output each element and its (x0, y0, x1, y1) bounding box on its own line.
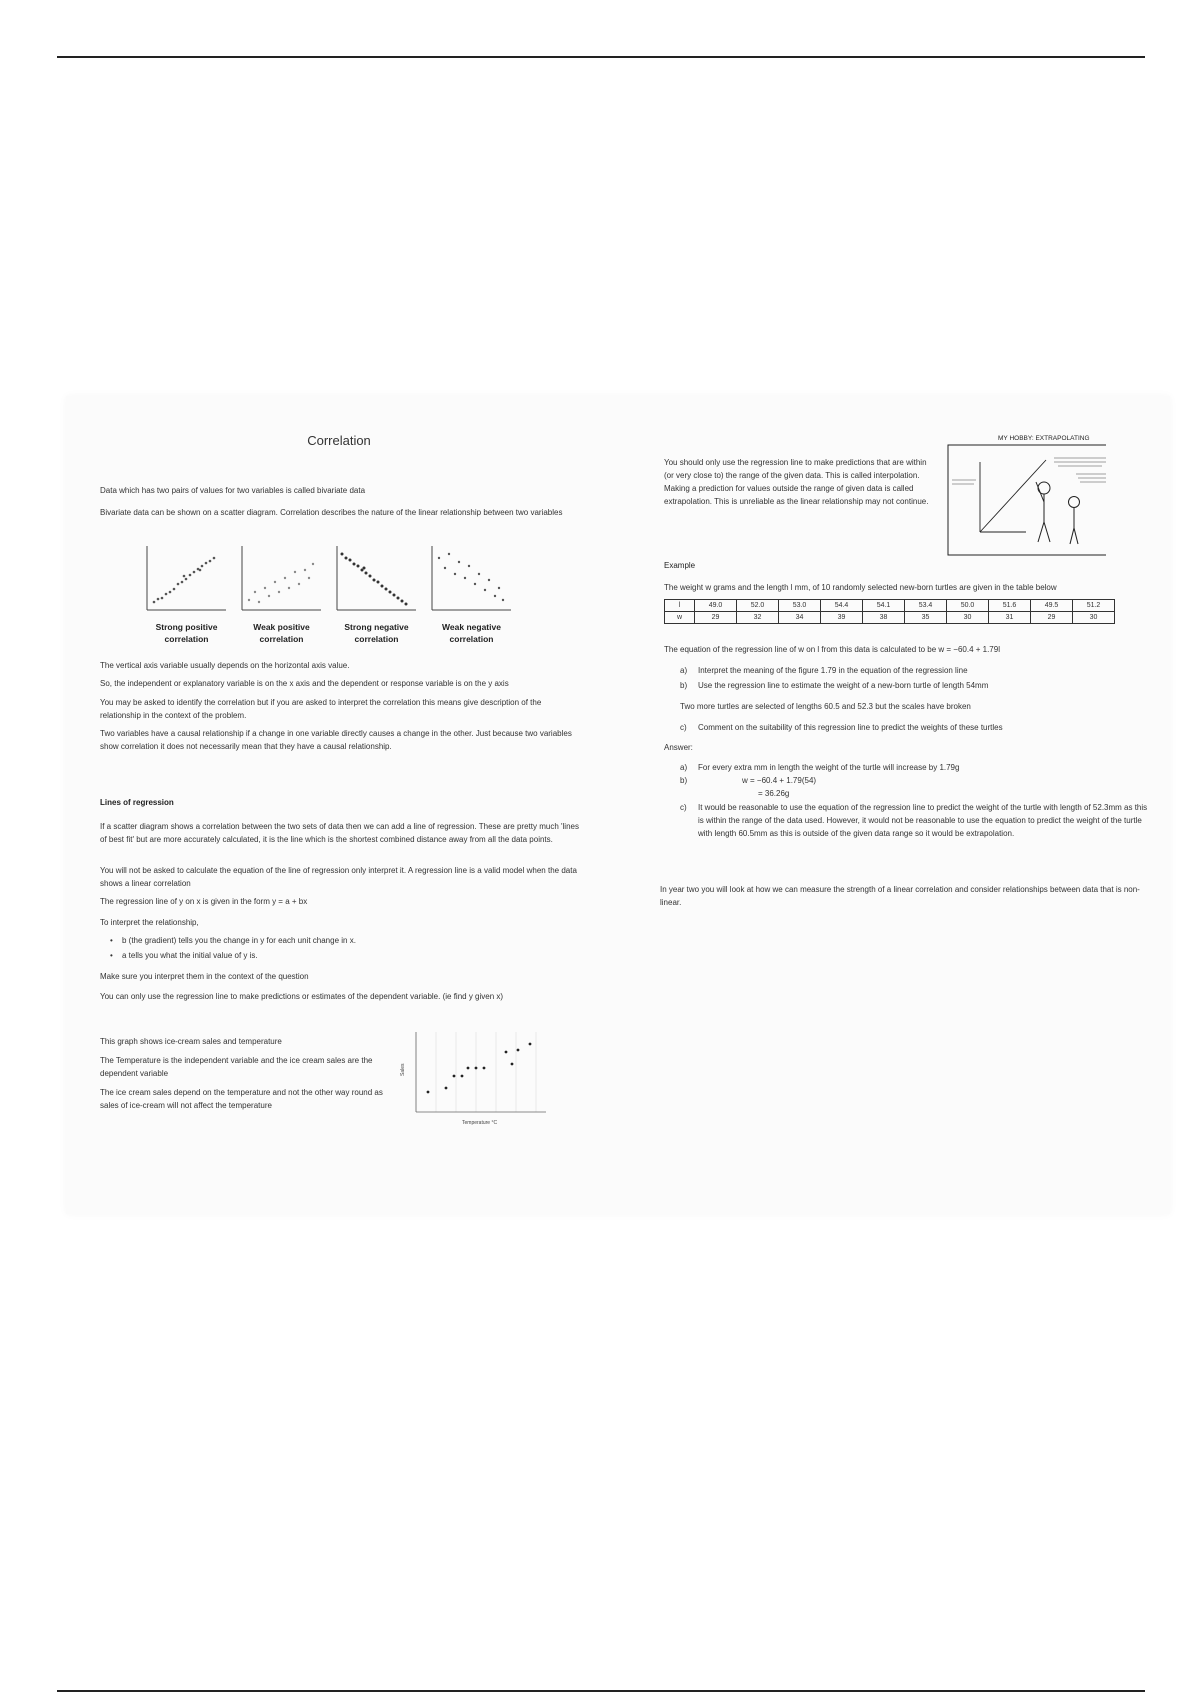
answer-c-text: It would be reasonable to use the equation of the regression line to predict the weight of the turtle with length of 52.3mm as this is within the range of the data used. However, it would not be reasonable to use the equation to predict the weight of the turtle with length 60.5mm as this is outside of the given data range so it would be extrapolation. (698, 803, 1148, 838)
table-cell: 49.0 (695, 600, 737, 612)
paragraph-regression-intro: If a scatter diagram shows a correlation between the two sets of data then we can add a line of regression. These are pretty much 'lines of best fit' but are more accurately calculated, it is the line which is the shortest combined distance away from all the data points. (100, 822, 579, 844)
heading-example: Example (664, 561, 696, 570)
bullet-gradient: • b (the gradient) tells you the change in y for each unit change in x. (122, 936, 562, 945)
paragraph-regression-form: The regression line of y on x is given in the form y = a + bx (100, 897, 308, 906)
caption-strong-negative: Strong negative correlation (344, 622, 409, 644)
table-cell: 30 (1073, 612, 1115, 624)
ice-cream-y-label: Sales (400, 1063, 406, 1076)
question-a-label: a) (680, 666, 688, 675)
paragraph-ice-cream-variables: The Temperature is the independent variable and the ice cream sales are the dependent variable (100, 1056, 373, 1078)
header-rule (57, 56, 1145, 58)
answer-a-label: a) (680, 763, 688, 772)
weak-positive-chart (239, 544, 324, 614)
weak-negative-chart (429, 544, 514, 614)
answer-c (680, 801, 1152, 861)
paragraph-vertical-axis: The vertical axis variable usually depends on the horizontal axis value. (100, 661, 350, 670)
paragraph-interpret: You may be asked to identify the correlation but if you are asked to interpret the correlation this means give description of the relationship in the context of the problem. (100, 698, 542, 720)
caption-weak-negative: Weak negative correlation (442, 622, 501, 644)
paragraph-regression-equation: The equation of the regression line of w on l from this data is calculated to be w = −60.4 + 1.79l (664, 645, 1000, 654)
question-a-text: Interpret the meaning of the figure 1.79 in the equation of the regression line (698, 666, 968, 675)
answer-a-text: For every extra mm in length the weight of the turtle will increase by 1.79g (698, 763, 960, 772)
table-cell: 35 (905, 612, 947, 624)
paragraph-interpret-relationship: To interpret the relationship, (100, 918, 199, 927)
paragraph-broken-scales: Two more turtles are selected of lengths 60.5 and 52.3 but the scales have broken (680, 702, 971, 711)
table-cell: 54.4 (821, 600, 863, 612)
table-cell: 34 (779, 612, 821, 624)
answer-c-label: c) (680, 803, 687, 812)
paragraph-context: Make sure you interpret them in the context of the question (100, 972, 309, 981)
paragraph-turtles: The weight w grams and the length l mm, of 10 randomly selected new-born turtles are given in the table below (664, 583, 1057, 592)
heading-lines-of-regression: Lines of regression (100, 798, 174, 807)
paragraph-causal: Two variables have a causal relationship if a change in one variable directly causes a change in the other. Just because two variables show correlation it does not necessarily mean that they have a causal relationship. (100, 729, 572, 751)
question-b-label: b) (680, 681, 688, 690)
question-b-text: Use the regression line to estimate the weight of a new-born turtle of length 54mm (698, 681, 989, 690)
table-cell: 32 (737, 612, 779, 624)
turtle-data-table (664, 599, 1115, 624)
table-cell: 49.5 (1031, 600, 1073, 612)
answer-heading: Answer: (664, 743, 693, 752)
caption-strong-positive: Strong positive correlation (155, 622, 218, 644)
table-cell: 51.2 (1073, 600, 1115, 612)
strong-negative-chart (334, 544, 419, 614)
caption-weak-positive: Weak positive correlation (253, 622, 310, 644)
scanned-worksheet (66, 396, 1170, 1214)
left-column (84, 396, 594, 1214)
paragraph-independent: So, the independent or explanatory variable is on the x axis and the dependent or response variable is on the y axis (100, 679, 509, 688)
answer-b-text-1: w = −60.4 + 1.79(54) (742, 776, 817, 785)
table-cell: 52.0 (737, 600, 779, 612)
question-c-label: c) (680, 723, 687, 732)
ice-cream-chart (396, 1024, 566, 1128)
table-cell: 53.4 (905, 600, 947, 612)
bullet-intercept: • a tells you what the initial value of y is. (122, 951, 562, 960)
paragraph-year-two: In year two you will look at how we can measure the strength of a linear correlation and consider relationships between data that is non-linear. (660, 885, 1140, 907)
table-row (665, 612, 1115, 624)
paragraph-scatter: Bivariate data can be shown on a scatter diagram. Correlation describes the nature of the linear relationship between two variables (100, 508, 563, 517)
table-cell: 50.0 (947, 600, 989, 612)
page-title: Correlation (307, 433, 371, 448)
comic-title: MY HOBBY: EXTRAPOLATING (998, 435, 1090, 442)
strong-positive-chart (144, 544, 229, 614)
table-cell: 53.0 (779, 600, 821, 612)
table-cell: 31 (989, 612, 1031, 624)
footer-rule (57, 1690, 1145, 1692)
ice-cream-x-label: Temperature °C (462, 1120, 498, 1126)
paragraph-bivariate: Data which has two pairs of values for two variables is called bivariate data (100, 486, 366, 495)
table-cell: 29 (1031, 612, 1073, 624)
table-cell: 30 (947, 612, 989, 624)
table-cell: 29 (695, 612, 737, 624)
answer-b-text-2: = 36.26g (758, 789, 790, 798)
table-row (665, 600, 1115, 612)
table-cell: 51.6 (989, 600, 1031, 612)
xkcd-extrapolating-comic (946, 430, 1106, 560)
table-cell: 38 (863, 612, 905, 624)
right-column (652, 396, 1152, 1214)
answer-b-label: b) (680, 776, 688, 785)
paragraph-ice-cream: This graph shows ice-cream sales and temperature (100, 1037, 282, 1046)
question-c-text: Comment on the suitability of this regression line to predict the weights of these turtles (698, 723, 1003, 732)
table-cell: l (665, 600, 695, 612)
table-cell: 39 (821, 612, 863, 624)
table-cell: w (665, 612, 695, 624)
paragraph-predictions: You can only use the regression line to make predictions or estimates of the dependent variable. (ie find y given x) (100, 992, 504, 1001)
paragraph-regression-valid: You will not be asked to calculate the equation of the line of regression only interpret it. A regression line is a valid model when the data shows a linear correlation (100, 866, 577, 888)
table-cell: 54.1 (863, 600, 905, 612)
paragraph-ice-cream-causal: The ice cream sales depend on the temperature and not the other way round as sales of ice-cream will not affect the temperature (100, 1088, 383, 1110)
paragraph-interpolation: You should only use the regression line to make predictions that are within (or very close to) the range of the given data. This is called interpolation. Making a prediction for values outside the range of given data is called extrapolation. This is unreliable as the linear relationship may not continue. (664, 458, 929, 506)
